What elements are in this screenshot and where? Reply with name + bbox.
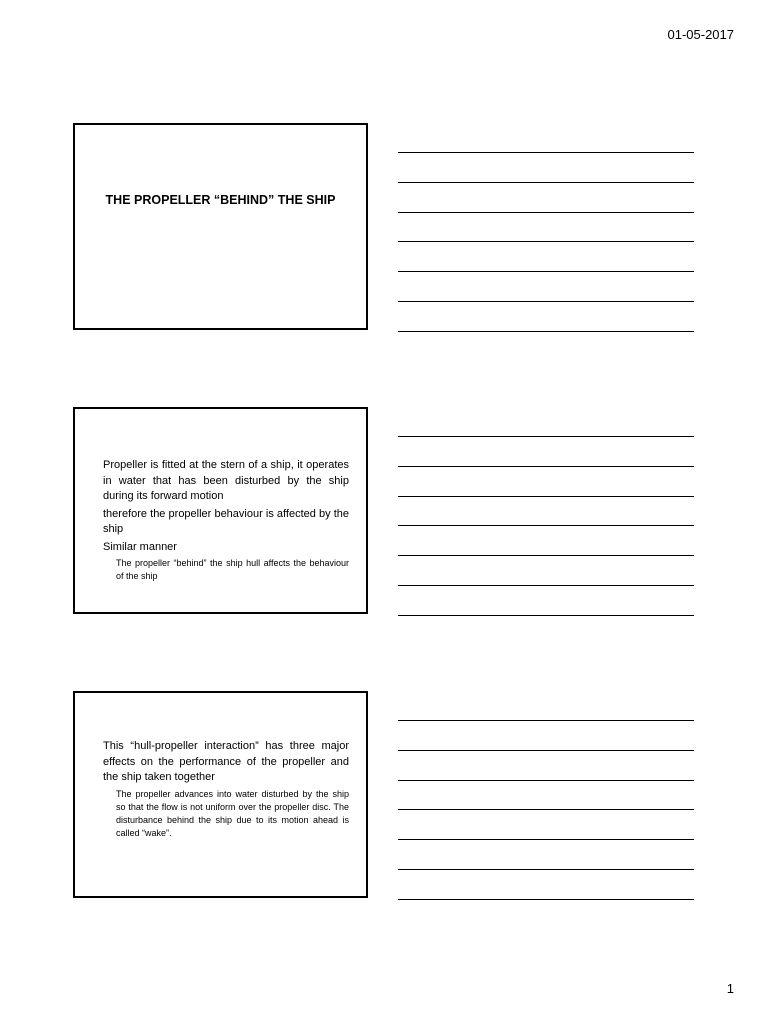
page-date: 01-05-2017 bbox=[667, 27, 734, 42]
note-line bbox=[398, 436, 694, 437]
slide-subpoint: The propeller advances into water disturbed by the ship so that the flow is not uniform over the propeller disc. The disturbance behind the ship due to its motion ahead is called “wake”. bbox=[116, 788, 349, 838]
note-line bbox=[398, 212, 694, 213]
note-line bbox=[398, 615, 694, 616]
slide-subpoint: The propeller “behind” the ship hull affects the behaviour of the ship bbox=[116, 558, 349, 581]
slide-paragraph: Propeller is fitted at the stern of a ship, it operates in water that has been disturbed by the ship during its forward motion bbox=[103, 459, 349, 502]
slide-body bbox=[103, 739, 349, 840]
slide-thumbnail-1 bbox=[73, 123, 368, 330]
note-line bbox=[398, 750, 694, 751]
note-line bbox=[398, 839, 694, 840]
note-line bbox=[398, 271, 694, 272]
note-line bbox=[398, 331, 694, 332]
note-line bbox=[398, 780, 694, 781]
slide-paragraph: This “hull-propeller interaction” has three major effects on the performance of the propeller and the ship taken together bbox=[103, 740, 349, 783]
note-line bbox=[398, 899, 694, 900]
note-line bbox=[398, 152, 694, 153]
note-line bbox=[398, 585, 694, 586]
note-line bbox=[398, 555, 694, 556]
note-line bbox=[398, 720, 694, 721]
note-line bbox=[398, 525, 694, 526]
note-line bbox=[398, 466, 694, 467]
slide-thumbnail-2 bbox=[73, 407, 368, 614]
slide-paragraph: Similar manner bbox=[103, 540, 177, 553]
note-line bbox=[398, 182, 694, 183]
note-line bbox=[398, 301, 694, 302]
page-number: 1 bbox=[726, 981, 734, 996]
note-line bbox=[398, 241, 694, 242]
note-line bbox=[398, 496, 694, 497]
note-line bbox=[398, 869, 694, 870]
slide-paragraph: therefore the propeller behaviour is affected by the ship bbox=[103, 507, 349, 535]
slide-title: THE PROPELLER “BEHIND” THE SHIP bbox=[105, 193, 336, 207]
slide-thumbnail-3 bbox=[73, 691, 368, 898]
note-line bbox=[398, 809, 694, 810]
slide-body bbox=[103, 458, 349, 583]
